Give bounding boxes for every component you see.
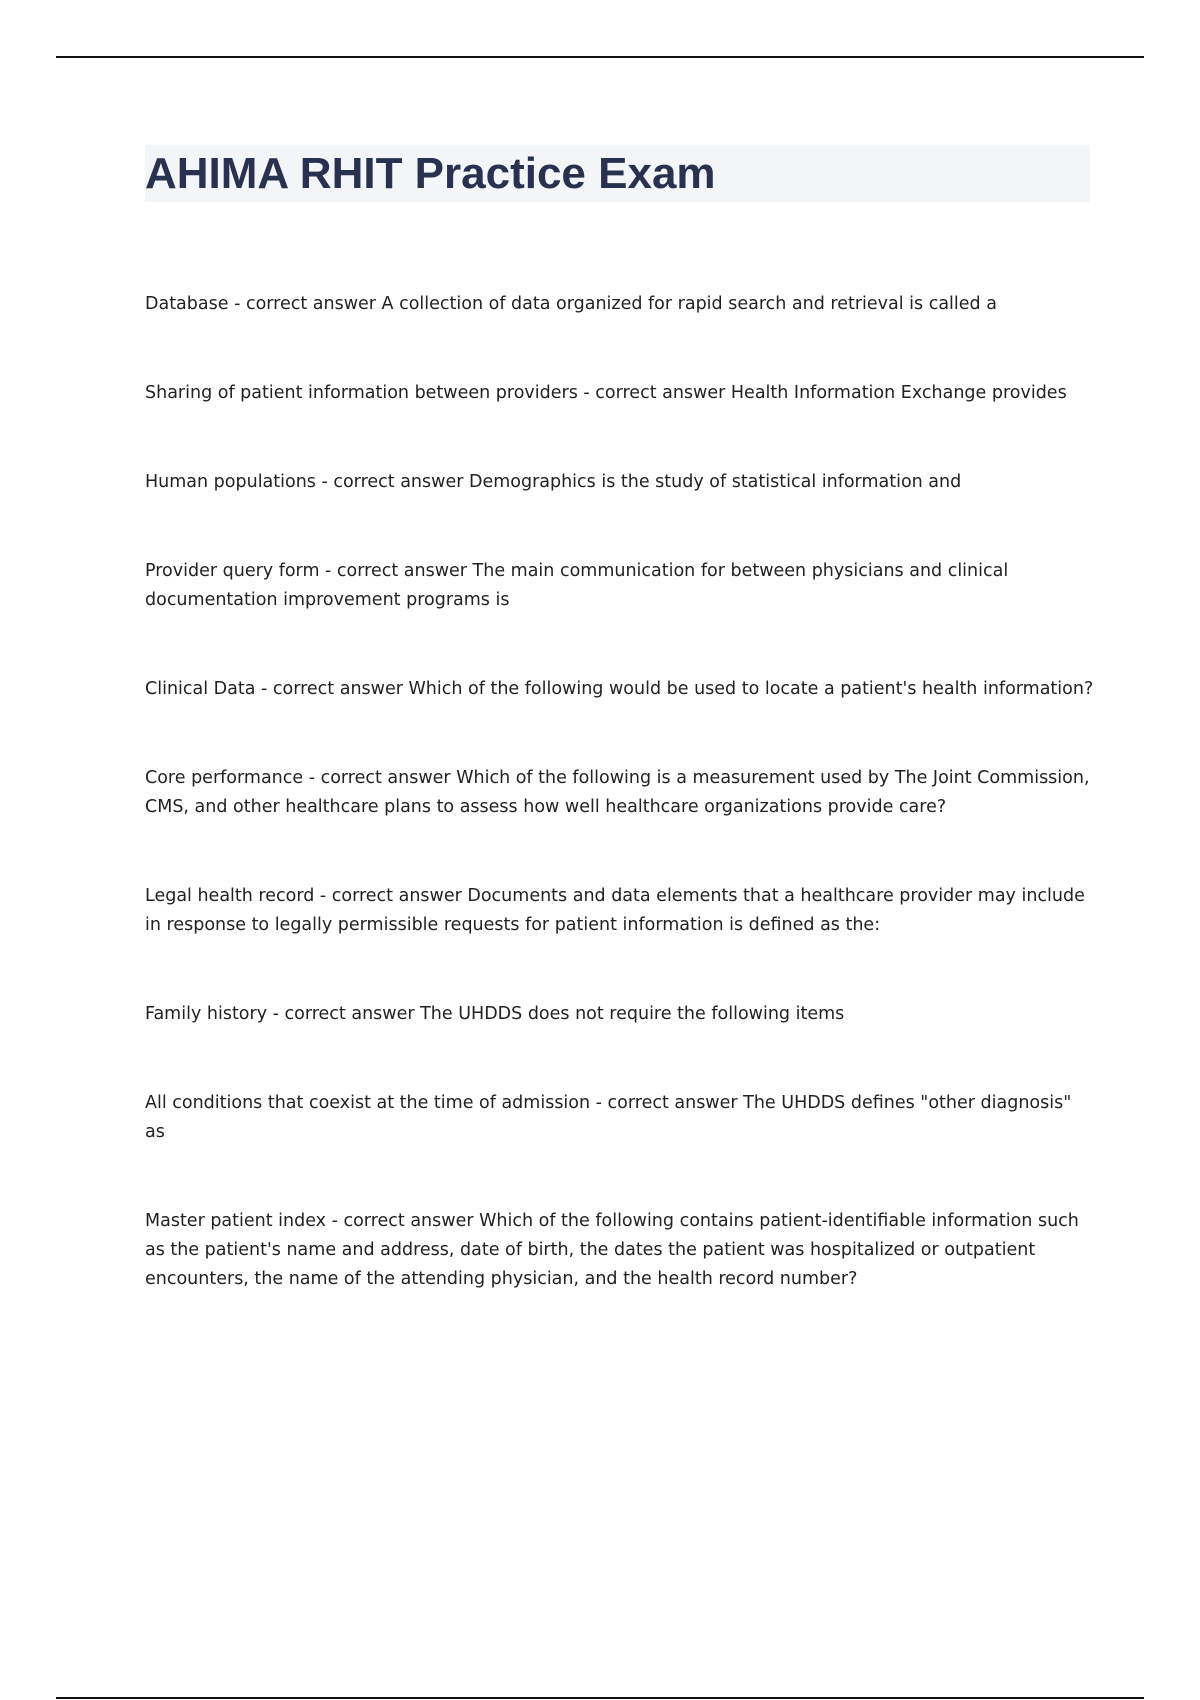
qa-item: Human populations - correct answer Demographics is the study of statistical information and — [145, 472, 962, 492]
page-title: AHIMA RHIT Practice Exam — [145, 149, 716, 198]
qa-item: Provider query form - correct answer The main communication for between physicians and clinical documentation improvement programs is — [145, 561, 1009, 610]
header-rule — [56, 56, 1144, 58]
qa-item: Family history - correct answer The UHDDS does not require the following items — [145, 1004, 845, 1024]
qa-item: All conditions that coexist at the time of admission - correct answer The UHDDS defines "other diagnosis" as — [145, 1093, 1072, 1142]
qa-item: Clinical Data - correct answer Which of the following would be used to locate a patient's health information? — [145, 679, 1094, 699]
qa-item: Legal health record - correct answer Documents and data elements that a healthcare provider may include in response to legally permissible requests for patient information is defined as the: — [145, 886, 1085, 935]
qa-list — [145, 290, 1095, 1354]
qa-item: Core performance - correct answer Which of the following is a measurement used by The Joint Commission, CMS, and other healthcare plans to assess how well healthcare organizations provide care? — [145, 768, 1090, 817]
footer-rule — [56, 1697, 1144, 1699]
qa-item: Master patient index - correct answer Which of the following contains patient-identifiable information such as the patient's name and address, date of birth, the dates the patient was hospitalized or outpatient encounters, the name of the attending physician, and the health record number? — [145, 1211, 1079, 1289]
qa-item: Database - correct answer A collection of data organized for rapid search and retrieval is called a — [145, 294, 997, 314]
qa-item: Sharing of patient information between providers - correct answer Health Information Exchange provides — [145, 383, 1067, 403]
